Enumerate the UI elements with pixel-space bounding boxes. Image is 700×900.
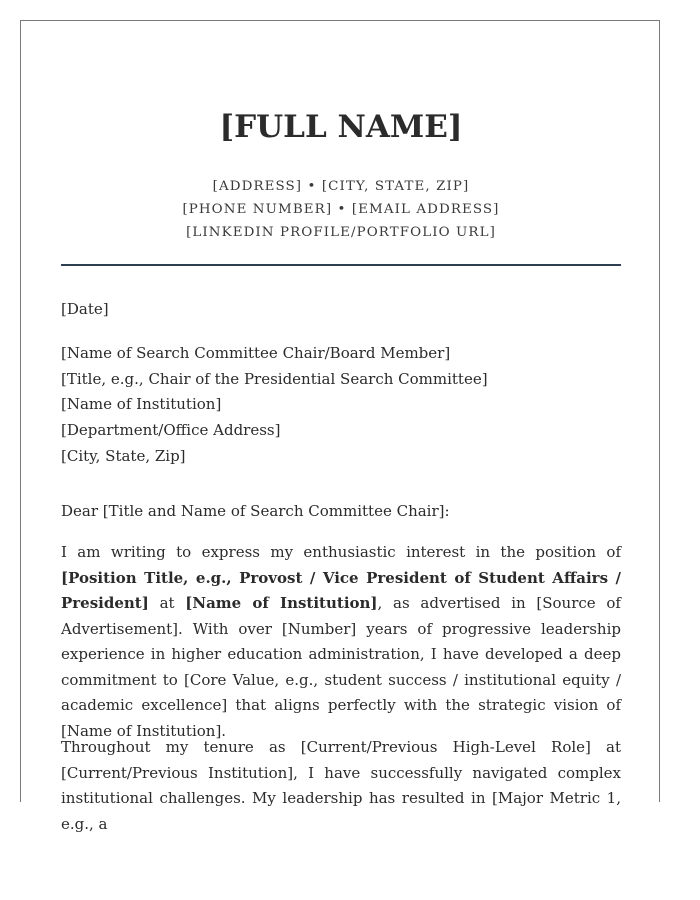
document-page: [20, 20, 660, 833]
recipient-block: [61, 341, 488, 470]
recipient-department: [Department/Office Address]: [61, 421, 281, 440]
letter-date: [Date]: [61, 300, 109, 318]
body-paragraph-1: [61, 540, 621, 744]
applicant-full-name: [FULL NAME]: [219, 109, 463, 145]
header-divider: [61, 264, 621, 266]
position-title-placeholder: [Position Title, e.g., Provost / Vice President of Student Affairs / President]: [61, 568, 621, 612]
recipient-institution: [Name of Institution]: [61, 395, 222, 414]
paragraph-1-text-1: I am writing to express my enthusiastic interest in the position of: [61, 543, 621, 561]
recipient-name: [Name of Search Committee Chair/Board Member]: [61, 344, 451, 362]
institution-name-placeholder: [Name of Institution]: [185, 594, 378, 612]
contact-block: [61, 175, 621, 244]
contact-phone-email-line: [PHONE NUMBER] • [EMAIL ADDRESS]: [182, 202, 500, 217]
salutation: Dear [Title and Name of Search Committee Chair]:: [61, 502, 450, 520]
contact-linkedin-line: [LINKEDIN PROFILE/PORTFOLIO URL]: [186, 225, 496, 240]
body-paragraph-2: Throughout my tenure as [Current/Previous High-Level Role] at [Current/Previous Institution], I have successfully navigated complex institutional challenges. My leadership has resulted in [Major Metric 1, e.g., a: [61, 738, 621, 833]
recipient-city-state-zip: [City, State, Zip]: [61, 446, 186, 465]
recipient-title: [Title, e.g., Chair of the Presidential Search Committee]: [61, 369, 488, 388]
contact-address-line: [ADDRESS] • [CITY, STATE, ZIP]: [212, 179, 470, 194]
paragraph-1-text-3: , as advertised in [Source of Advertisement]. With over [Number] years of progressive leadership experience in higher education administration, I have developed a deep commitment to [Core Value, e.g., student success / institutional equity / academic excellence] that aligns perfectly with the strategic vision of [Name of Institution].: [61, 594, 621, 740]
paragraph-1-text-2: at: [148, 594, 186, 612]
